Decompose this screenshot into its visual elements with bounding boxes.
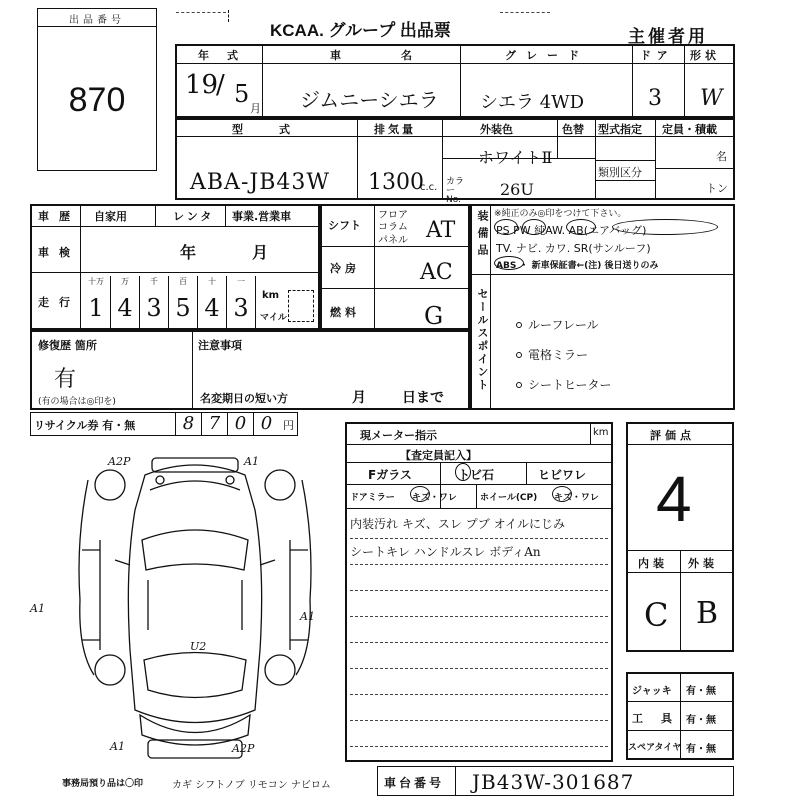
category-label: 類別区分: [598, 166, 642, 179]
recycle-digit-cell: [175, 412, 201, 436]
glass-chip: トビ石: [458, 468, 495, 482]
inspection-year-unit: 年: [180, 243, 197, 262]
inspection-month-unit: 月: [252, 243, 269, 262]
score-value: 4: [656, 463, 692, 535]
name-label: 車名: [330, 49, 472, 62]
mileage-digit-cell: [169, 276, 198, 328]
car-damage-diagram: [60, 450, 330, 780]
color-value: ホワイトⅡ: [478, 148, 553, 167]
mileage-digit: 3: [146, 294, 162, 322]
equipment-circle-aw: [566, 219, 596, 235]
model-label: 型式: [232, 123, 326, 136]
damage-mark: A1: [300, 610, 315, 623]
chassis-label: 車台番号: [384, 776, 445, 790]
color-number-value: 26U: [500, 180, 534, 199]
mile-label: マイル: [260, 313, 287, 323]
tool-option: 有・無: [686, 715, 716, 726]
shift-label: シフト: [328, 219, 361, 232]
history-option-private: 自家用: [94, 210, 127, 223]
shift-option-panel: パネル: [378, 235, 408, 246]
bullet-icon: [516, 352, 522, 358]
color-label: 外装色: [480, 123, 513, 136]
glass-label: Fガラス: [368, 468, 412, 482]
recycle-unit: 円: [283, 419, 294, 432]
ruled-line: [350, 642, 608, 643]
damage-mark: A2P: [108, 455, 131, 468]
mileage-digit: 4: [204, 294, 220, 322]
equipment-line-3: ABS ・ 新車保証書←(注) 後日送りのみ: [496, 261, 659, 271]
office-items-label: 事務局預り品は〇印: [62, 779, 144, 789]
mirror-scratch-circle: [410, 486, 430, 502]
year-value: 19: [185, 70, 219, 100]
damage-mark: U2: [190, 640, 207, 653]
capacity-label: 定員・積載: [662, 123, 717, 136]
chassis-value: JB43W-301687: [472, 770, 635, 794]
type-designation-label: 型式指定: [598, 123, 642, 136]
year-label: 年式: [198, 49, 256, 62]
ac-label: 冷房: [330, 262, 360, 275]
equipment-circle-ps: [494, 219, 518, 235]
capacity-unit-tons: トン: [706, 182, 728, 195]
meter-unit: km: [593, 427, 609, 438]
color-number-label: カラー No.: [446, 177, 465, 205]
mirror-label: ドアミラー: [350, 493, 395, 503]
mileage-digit-cell: [227, 276, 256, 328]
equipment-circle-pw: [522, 219, 546, 235]
door-value: 3: [648, 86, 662, 111]
displacement-unit: c.c.: [420, 182, 438, 193]
mileage-digit-cell: [140, 276, 169, 328]
inspector-header: 【査定員記入】: [400, 449, 477, 462]
mile-checkbox: [288, 290, 314, 322]
ruled-line: [350, 694, 608, 695]
damage-mark: A2P: [232, 742, 255, 755]
equipment-line-1: PS PW 純AW. AB(エアバッグ): [496, 224, 647, 237]
shift-option-floor: フロア: [378, 210, 408, 221]
color-change-label: 色替: [562, 123, 584, 136]
km-label: km: [262, 290, 280, 301]
mileage-digit-cell: [82, 276, 111, 328]
damage-mark: A1: [30, 602, 45, 615]
recycle-digit-cell: [227, 412, 253, 436]
jack-label: ジャッキ: [632, 686, 672, 697]
mileage-digit-unit: 一: [237, 277, 245, 286]
grade-value: シエラ 4WD: [480, 92, 585, 113]
spare-tire-label: スペアタイヤ: [628, 743, 682, 753]
door-label: ドア: [640, 49, 674, 62]
equipment-line-2: TV. ナビ. カワ. SR(サンルーフ): [496, 242, 651, 255]
usage-label: 主催者用: [628, 27, 708, 47]
repair-note: (有の場合は◎印を): [38, 397, 116, 407]
shift-value: AT: [426, 218, 456, 243]
lot-number-label: 出品番号: [69, 15, 125, 26]
score-label: 評価点: [650, 429, 695, 442]
exterior-score: B: [696, 596, 719, 631]
mileage-digit-unit: 十万: [88, 277, 104, 286]
displacement-label: 排気量: [374, 123, 416, 136]
ruled-line: [350, 590, 608, 591]
meter-label: 現メーター指示: [360, 429, 437, 442]
sales-point-item: ルーフレール: [528, 318, 599, 332]
mirror-value: キズ・ワレ: [412, 493, 457, 503]
displacement-value: 1300: [368, 170, 424, 195]
bullet-icon: [516, 322, 522, 328]
history-option-rental: レンタ: [173, 210, 215, 223]
grade-label: グレード: [505, 49, 589, 62]
recycle-digit: 8: [182, 413, 195, 434]
form-title: KCAA. グループ 出品票: [270, 21, 451, 40]
ruled-line: [350, 720, 608, 721]
month-value: 5: [234, 80, 250, 108]
ruled-line: [350, 746, 608, 747]
recycle-digit-cell: [253, 412, 279, 436]
mileage-digit-cell: [198, 276, 227, 328]
equipment-circle-ab: [612, 219, 718, 235]
caution-label: 注意事項: [198, 339, 242, 352]
ruled-line: [350, 564, 608, 565]
deadline-label: 名変期日の短い方: [200, 392, 288, 405]
ruled-line: [350, 538, 608, 539]
fuel-value: G: [424, 302, 444, 330]
repair-label: 修復歴 箇所: [38, 339, 97, 352]
recycle-digit: 0: [260, 413, 273, 434]
shift-option-column: コラム: [378, 222, 408, 233]
mileage-digit: 1: [88, 294, 104, 322]
ruled-line: [350, 616, 608, 617]
deadline-day: 日まで: [402, 390, 444, 406]
wheel-scratch-circle: [552, 486, 572, 502]
exterior-label: 外装: [688, 557, 718, 570]
month-unit: 月: [250, 102, 261, 115]
glass-crack: ヒビワレ: [538, 468, 587, 482]
inspection-label: 車検: [38, 246, 80, 259]
equipment-note: ※純正のみ◎印をつけて下さい。: [494, 209, 627, 219]
history-label: 車歴: [38, 210, 80, 223]
glass-chip-circle: [455, 463, 471, 481]
mileage-label: 走行: [38, 296, 80, 309]
recycle-digit: 0: [234, 413, 247, 434]
mileage-digit-unit: 百: [179, 277, 187, 286]
equipment-label: 装備品: [476, 210, 489, 261]
car-name-value: ジムニーシエラ: [300, 88, 439, 112]
damage-mark: A1: [244, 455, 259, 468]
spare-tire-option: 有・無: [686, 744, 716, 755]
mileage-digit: 4: [117, 294, 133, 322]
wheel-value: キズ・ワレ: [554, 493, 599, 503]
wheel-label: ホイール(CP): [480, 493, 538, 503]
sales-point-item: シートヒーター: [528, 378, 612, 392]
inspector-note-2: シートキレ ハンドルスレ ボディAn: [350, 545, 541, 559]
damage-mark: A1: [110, 740, 125, 753]
model-value: ABA-JB43W: [190, 170, 330, 195]
interior-label: 内装: [638, 557, 668, 570]
equipment-circle-abs: [494, 256, 524, 270]
mileage-digit: 3: [233, 294, 249, 322]
mileage-digit-unit: 十: [208, 277, 216, 286]
inspector-note-1: 内装汚れ キズ、スレ プブ オイルにじみ: [350, 517, 565, 531]
capacity-unit-persons: 名: [716, 150, 727, 163]
recycle-digit-cell: [201, 412, 227, 436]
mileage-digit-cell: [111, 276, 140, 328]
sales-point-item: 電格ミラー: [528, 348, 589, 362]
mileage-digit-unit: 万: [121, 277, 129, 286]
lot-number-box: [37, 8, 157, 171]
deadline-month: 月: [352, 390, 366, 406]
repair-value: 有: [54, 367, 77, 392]
mileage-digit: 5: [175, 294, 191, 322]
history-option-business: 事業.営業車: [232, 210, 292, 223]
office-items: カギ シフトノブ リモコン ナビロム: [172, 780, 331, 791]
tool-label: 工具: [632, 712, 690, 725]
shape-label: 形状: [690, 49, 720, 62]
recycle-digit: 7: [208, 413, 221, 434]
interior-score: C: [644, 596, 669, 634]
ruled-line: [350, 668, 608, 669]
recycle-label: リサイクル券 有・無: [34, 419, 136, 432]
lot-number-value: 870: [68, 81, 126, 119]
ac-value: AC: [420, 260, 453, 285]
sales-point-label: セールスポイント: [476, 288, 489, 392]
shape-value: W: [700, 86, 723, 111]
mileage-digit-unit: 千: [150, 277, 158, 286]
jack-option: 有・無: [686, 686, 716, 697]
bullet-icon: [516, 382, 522, 388]
fuel-label: 燃料: [330, 306, 360, 319]
